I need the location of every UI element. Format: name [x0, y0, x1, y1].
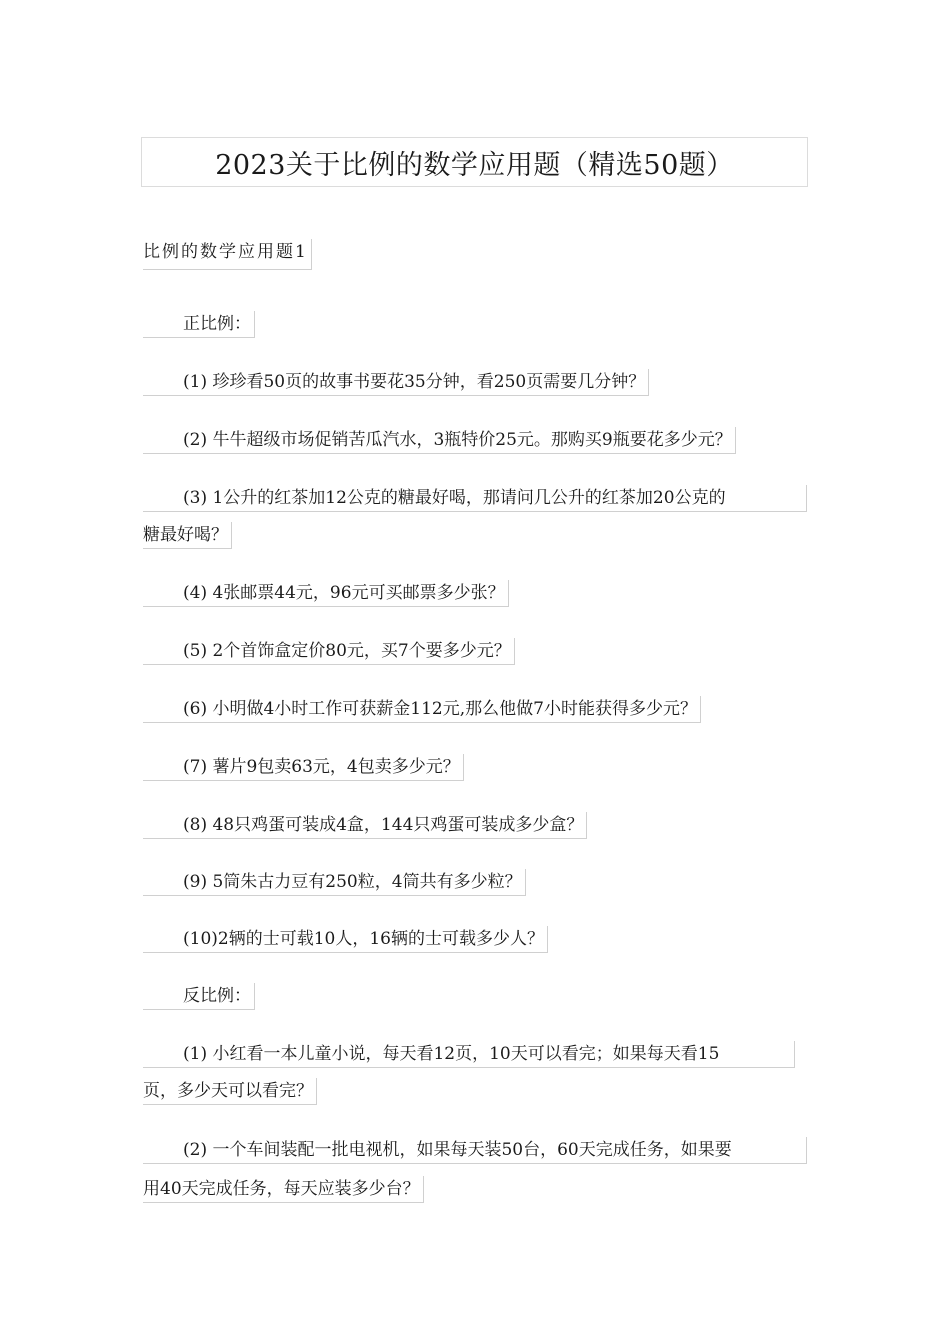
inverse-problem-2-line-2: 用40天完成任务，每天应装多少台？	[143, 1176, 424, 1203]
document-title: 2023关于比例的数学应用题（精选50题）	[141, 137, 808, 187]
positive-problem-2: (2) 牛牛超级市场促销苦瓜汽水，3瓶特价25元。那购买9瓶要花多少元？	[143, 427, 736, 454]
positive-problem-7: (7) 薯片9包卖63元，4包卖多少元？	[143, 754, 464, 781]
positive-problem-8: (8) 48只鸡蛋可装成4盒，144只鸡蛋可装成多少盒？	[143, 812, 587, 839]
section-heading: 比例的数学应用题1	[143, 239, 312, 270]
positive-problem-4: (4) 4张邮票44元，96元可买邮票多少张？	[143, 580, 509, 607]
positive-problem-10: (10)2辆的士可载10人，16辆的士可载多少人？	[143, 926, 548, 953]
inverse-problem-1-line-2: 页，多少天可以看完？	[143, 1078, 317, 1105]
inverse-proportion-label: 反比例：	[143, 983, 255, 1010]
positive-problem-3-line-2: 糖最好喝？	[143, 522, 232, 549]
inverse-problem-2-line-1: (2) 一个车间装配一批电视机，如果每天装50台，60天完成任务，如果要	[143, 1137, 807, 1164]
positive-problem-1: (1) 珍珍看50页的故事书要花35分钟，看250页需要几分钟？	[143, 369, 649, 396]
inverse-problem-1-line-1: (1) 小红看一本儿童小说，每天看12页，10天可以看完；如果每天看15	[143, 1041, 795, 1068]
positive-problem-9: (9) 5筒朱古力豆有250粒，4筒共有多少粒？	[143, 869, 526, 896]
positive-problem-5: (5) 2个首饰盒定价80元，买7个要多少元？	[143, 638, 515, 665]
positive-problem-3-line-1: (3) 1公升的红茶加12公克的糖最好喝，那请问几公升的红茶加20公克的	[143, 485, 807, 512]
positive-problem-6: (6) 小明做4小时工作可获薪金112元,那么他做7小时能获得多少元？	[143, 696, 701, 723]
positive-proportion-label: 正比例：	[143, 311, 255, 338]
